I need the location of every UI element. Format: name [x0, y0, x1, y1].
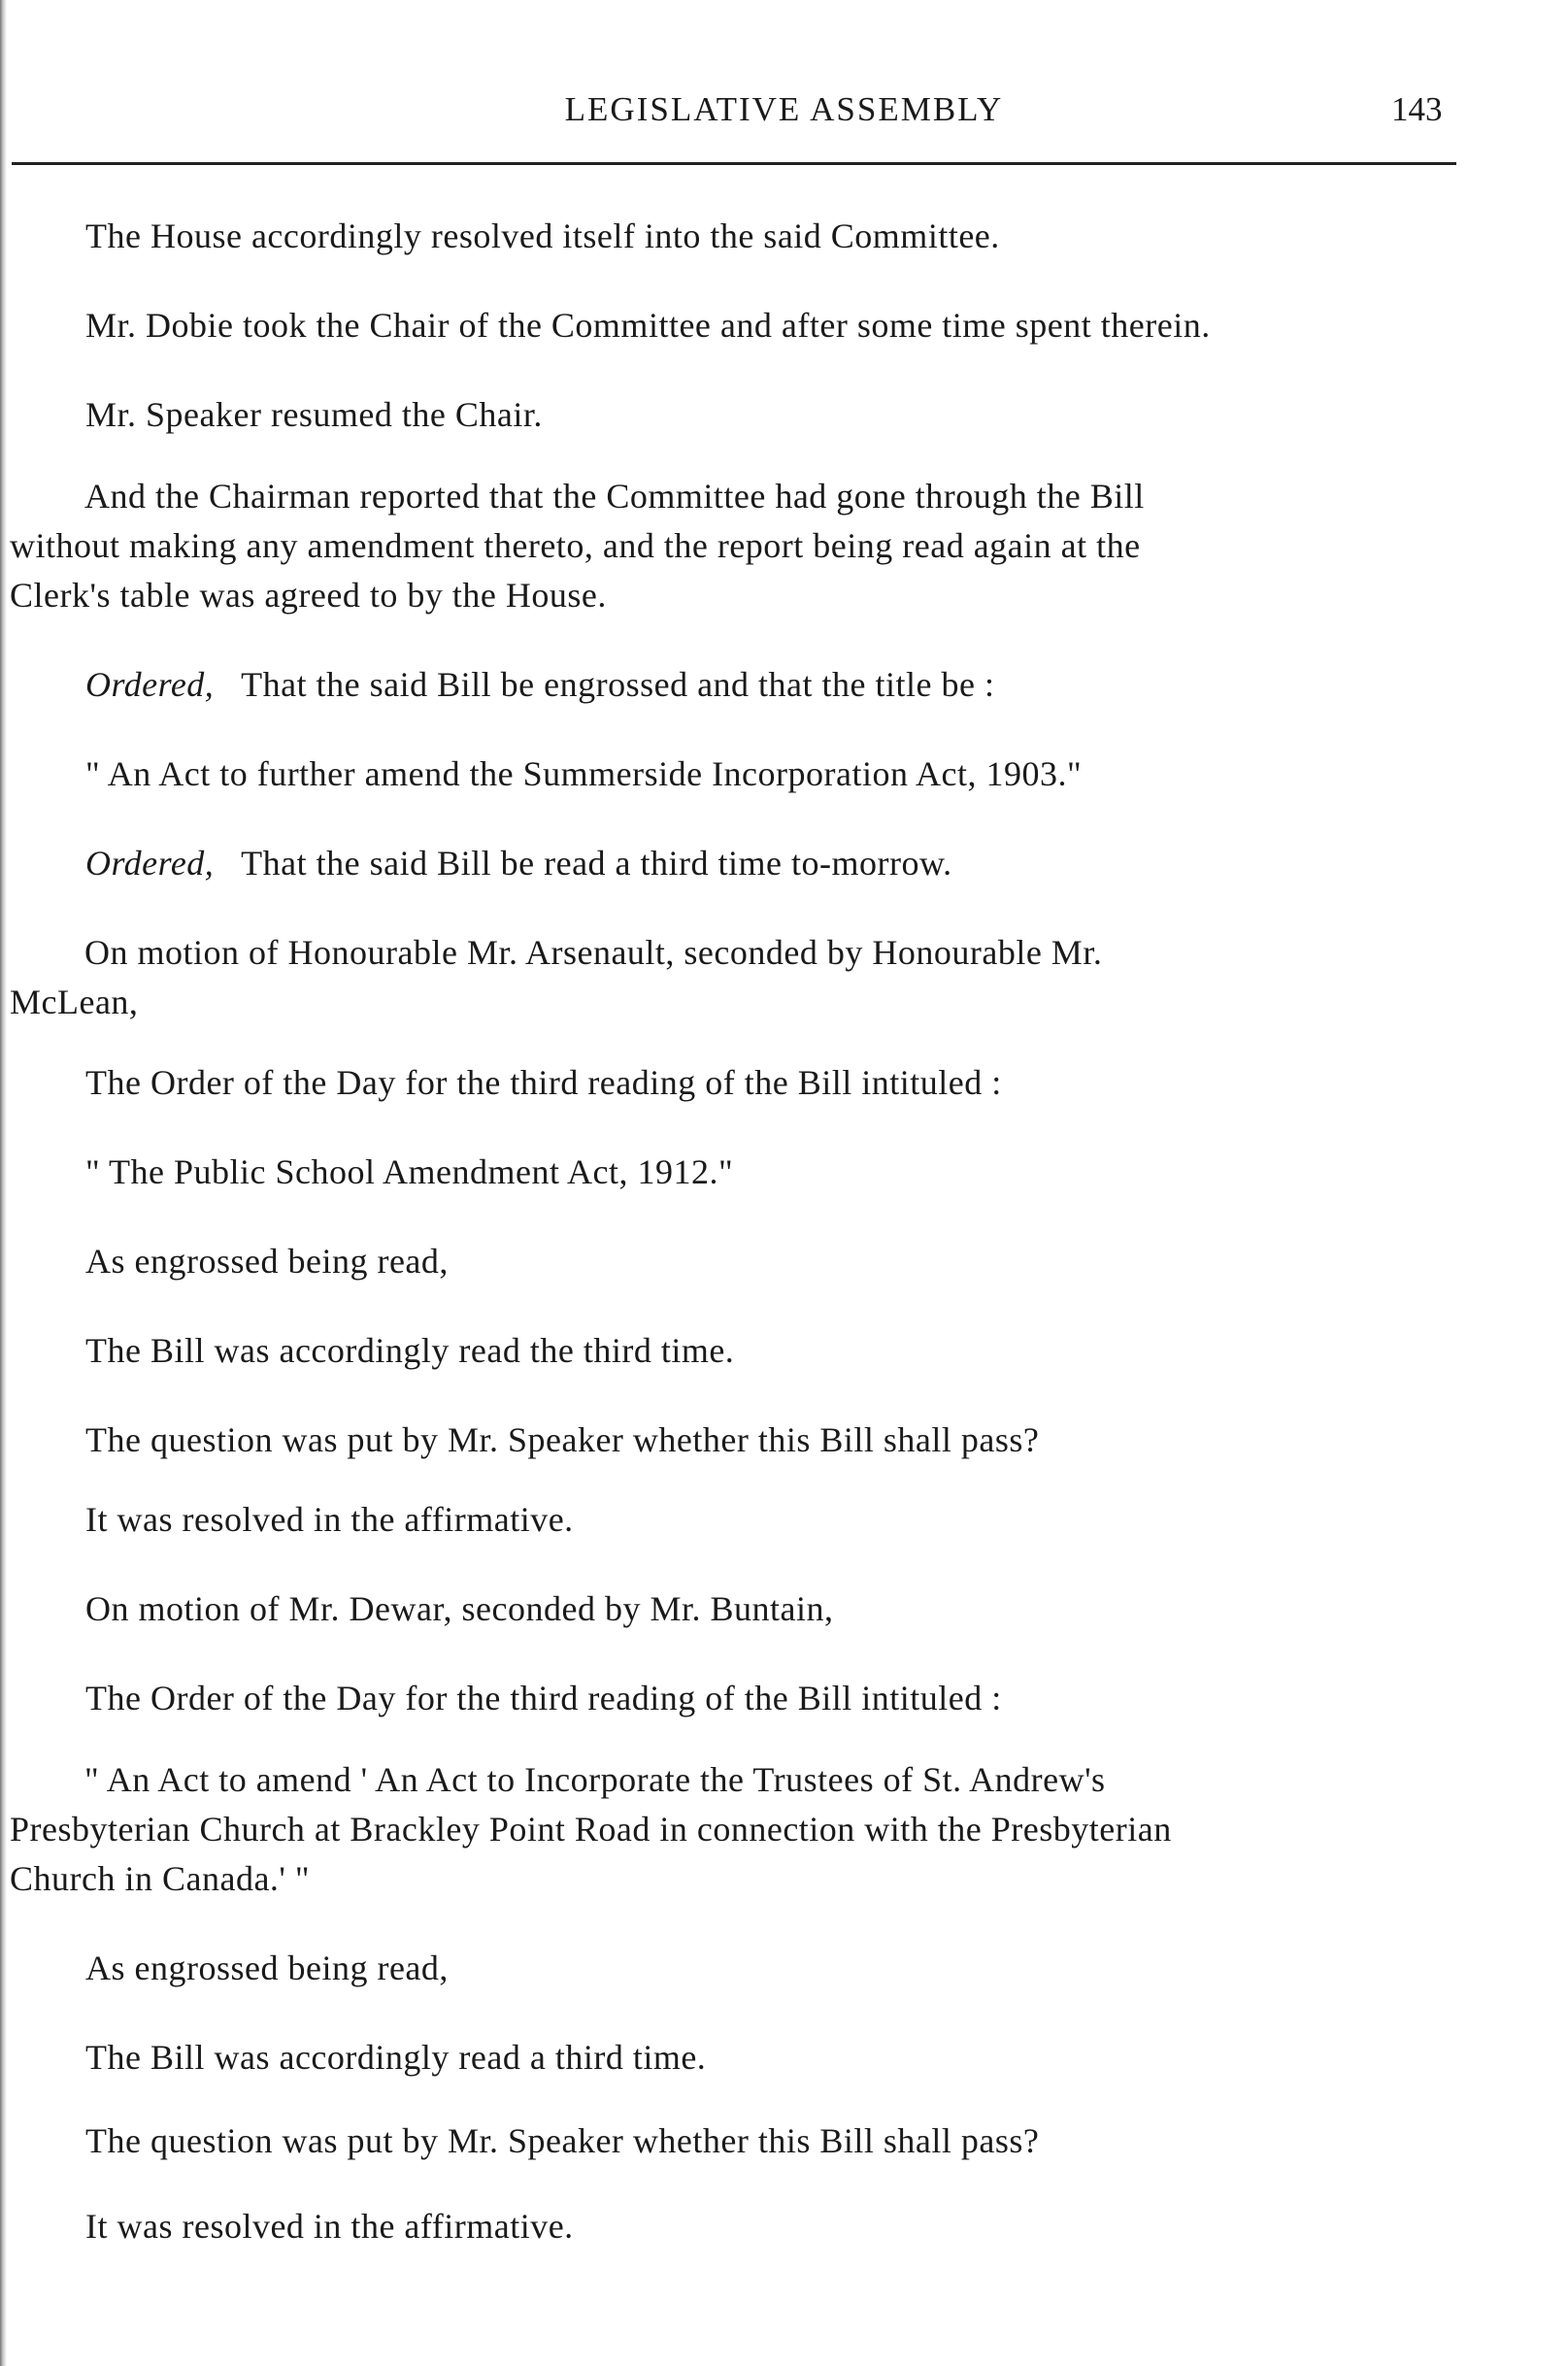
paragraph-ordered-third-time	[85, 839, 1553, 888]
paragraph-chairman-reported	[10, 472, 1468, 620]
paragraph-motion-arsenault	[10, 928, 1468, 1027]
paragraph-dobie-chair: Mr. Dobie took the Chair of the Committee and after some time spent therein.	[85, 306, 1211, 345]
paragraph-act-title-summerside: " An Act to further amend the Summerside Incorporation Act, 1903."	[85, 754, 1083, 793]
page-header	[0, 85, 1568, 134]
paragraph-line: On motion of Honourable Mr. Arsenault, seconded by Honourable Mr.	[84, 933, 1103, 972]
header-rule	[12, 162, 1456, 165]
paragraph-motion-dewar: On motion of Mr. Dewar, seconded by Mr. Buntain,	[85, 1589, 834, 1628]
paragraph-speaker-resumed: Mr. Speaker resumed the Chair.	[85, 395, 543, 434]
paragraph-line: " An Act to amend ' An Act to Incorporate the Trustees of St. Andrew's	[84, 1760, 1106, 1799]
paragraph-bill-read-third: The Bill was accordingly read a third time.	[85, 2038, 707, 2077]
paragraph-house-resolved: The House accordingly resolved itself into the said Committee.	[85, 217, 1000, 255]
paragraph-line: Clerk's table was agreed to by the House.	[10, 576, 607, 615]
ordered-text: That the said Bill be engrossed and that the title be :	[241, 665, 995, 704]
paragraph-line: without making any amendment thereto, and the report being read again at the	[10, 526, 1141, 565]
paragraph-bill-read-third: The Bill was accordingly read the third time.	[85, 1331, 735, 1370]
page-number: 143	[1391, 90, 1443, 128]
paragraph-line: Presbyterian Church at Brackley Point Road in connection with the Presbyterian	[10, 1810, 1172, 1849]
paragraph-line: Church in Canada.' "	[10, 1859, 311, 1898]
ordered-label: Ordered,	[85, 844, 215, 883]
page-edge-shadow	[0, 0, 7, 2366]
ordered-text: That the said Bill be read a third time to-morrow.	[241, 844, 952, 883]
paragraph-act-title-st-andrews	[10, 1755, 1468, 1904]
ordered-label: Ordered,	[85, 665, 215, 704]
paragraph-line: McLean,	[10, 983, 139, 1021]
paragraph-question-put: The question was put by Mr. Speaker whether this Bill shall pass?	[85, 2121, 1040, 2160]
paragraph-question-put: The question was put by Mr. Speaker whether this Bill shall pass?	[85, 1420, 1040, 1459]
paragraph-engrossed-read: As engrossed being read,	[85, 1242, 449, 1281]
paragraph-ordered-engrossed	[85, 660, 1553, 710]
paragraph-act-title-public-school: " The Public School Amendment Act, 1912."	[85, 1152, 734, 1191]
running-head: LEGISLATIVE ASSEMBLY	[564, 90, 1004, 128]
paragraph-order-of-day: The Order of the Day for the third reading of the Bill intituled :	[85, 1063, 1002, 1102]
paragraph-resolved-affirmative: It was resolved in the affirmative.	[85, 2207, 574, 2246]
paragraph-engrossed-read: As engrossed being read,	[85, 1949, 449, 1987]
paragraph-order-of-day: The Order of the Day for the third reading of the Bill intituled :	[85, 1679, 1002, 1717]
paragraph-line: And the Chairman reported that the Committee had gone through the Bill	[84, 477, 1145, 516]
paragraph-resolved-affirmative: It was resolved in the affirmative.	[85, 1500, 574, 1539]
